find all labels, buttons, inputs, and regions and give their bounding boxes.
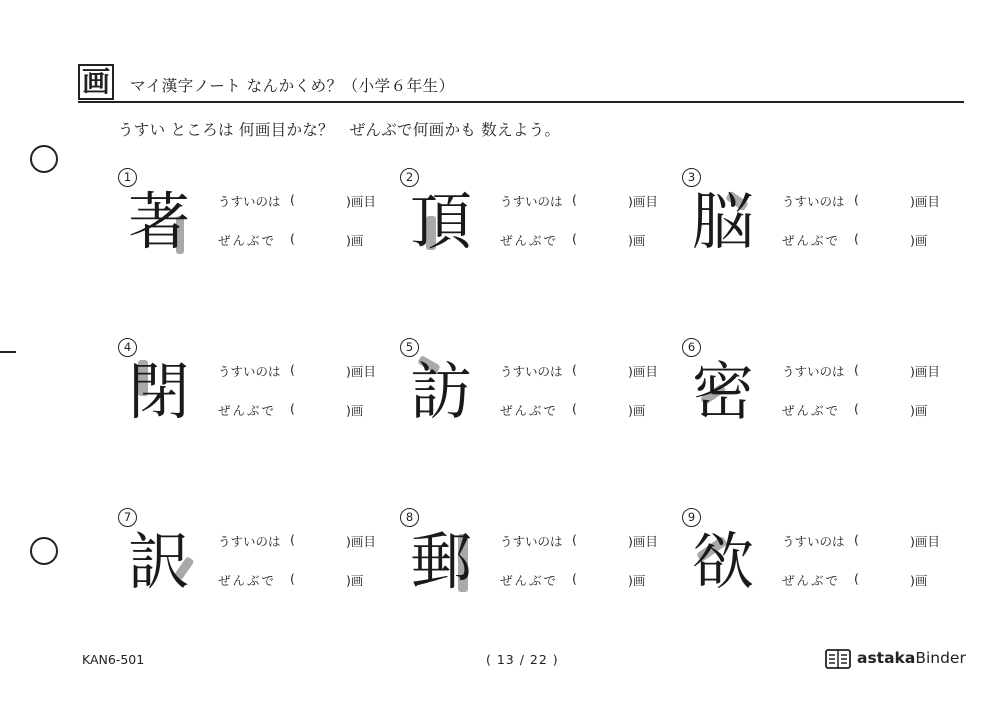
instruction-text: うすい ところは 何画目かな？ ぜんぶで何画かも 数えよう。 (118, 121, 561, 139)
problem-3 (682, 168, 952, 278)
total-stroke-label: ぜんぶで (500, 403, 559, 418)
problem-8 (400, 508, 670, 618)
total-suffix: )画 (346, 573, 364, 588)
worksheet-code: KAN6-501 (82, 652, 145, 667)
kanji-character: 訪 (410, 355, 473, 428)
problem-number: 7 (118, 508, 137, 527)
stroke-suffix: )画目 (910, 534, 940, 549)
faded-stroke-label: うすいのは (218, 364, 281, 379)
binder-hole-bottom (30, 537, 58, 565)
total-stroke-label: ぜんぶで (500, 573, 559, 588)
total-suffix: )画 (628, 233, 646, 248)
total-stroke-line: ぜんぶで ( )画 (782, 571, 928, 588)
total-stroke-line: ぜんぶで ( )画 (500, 571, 646, 588)
worksheet-header (78, 64, 964, 104)
kanji-character: 頂 (410, 185, 473, 258)
faded-stroke-label: うすいのは (500, 534, 563, 549)
faded-stroke-line: うすいのは ( )画目 (500, 362, 658, 379)
problem-6 (682, 338, 952, 448)
total-stroke-label: ぜんぶで (218, 403, 277, 418)
faded-stroke-line: うすいのは ( )画目 (782, 362, 940, 379)
total-suffix: )画 (910, 233, 928, 248)
faded-stroke-label: うすいのは (500, 194, 563, 209)
total-suffix: )画 (346, 233, 364, 248)
center-fold-mark (0, 351, 16, 353)
problem-number: 6 (682, 338, 701, 357)
kanji-character: 密 (692, 355, 755, 428)
faded-stroke-line: うすいのは ( )画目 (500, 532, 658, 549)
total-stroke-line: ぜんぶで ( )画 (500, 231, 646, 248)
faded-stroke-label: うすいのは (782, 364, 845, 379)
binder-hole-top (30, 145, 58, 173)
stroke-suffix: )画目 (628, 534, 658, 549)
total-suffix: )画 (628, 403, 646, 418)
kanji-character: 脳 (692, 185, 755, 258)
problem-number: 1 (118, 168, 137, 187)
faded-stroke-line: うすいのは ( )画目 (500, 192, 658, 209)
problem-1 (118, 168, 388, 278)
stroke-suffix: )画目 (910, 364, 940, 379)
brand-name-regular: Binder (915, 649, 966, 667)
total-stroke-line: ぜんぶで ( )画 (500, 401, 646, 418)
book-icon (825, 648, 851, 670)
stroke-icon: 画 (78, 64, 114, 100)
problem-2 (400, 168, 670, 278)
problem-number: 3 (682, 168, 701, 187)
problem-number: 5 (400, 338, 419, 357)
kanji-character: 閉 (128, 355, 191, 428)
total-suffix: )画 (910, 573, 928, 588)
total-stroke-line: ぜんぶで ( )画 (218, 231, 364, 248)
total-suffix: )画 (346, 403, 364, 418)
faded-stroke-label: うすいのは (782, 194, 845, 209)
problem-number: 4 (118, 338, 137, 357)
total-stroke-label: ぜんぶで (218, 573, 277, 588)
stroke-suffix: )画目 (628, 364, 658, 379)
kanji-character: 著 (128, 185, 191, 258)
stroke-suffix: )画目 (346, 194, 376, 209)
faded-stroke-label: うすいのは (218, 534, 281, 549)
problem-4 (118, 338, 388, 448)
faded-stroke-line: うすいのは ( )画目 (782, 532, 940, 549)
stroke-suffix: )画目 (346, 534, 376, 549)
worksheet-title: マイ漢字ノート なんかくめ？（小学６年生） (130, 77, 455, 95)
brand-name-bold: astaka (857, 649, 916, 667)
header-divider (78, 101, 964, 103)
kanji-character: 訳 (128, 525, 191, 598)
faded-stroke-label: うすいのは (218, 194, 281, 209)
kanji-character: 欲 (692, 525, 755, 598)
total-stroke-label: ぜんぶで (782, 233, 841, 248)
total-stroke-label: ぜんぶで (218, 233, 277, 248)
problem-number: 8 (400, 508, 419, 527)
faded-stroke-line: うすいのは ( )画目 (218, 532, 376, 549)
page-number: ( 13 / 22 ) (486, 652, 559, 667)
total-stroke-line: ぜんぶで ( )画 (218, 401, 364, 418)
problem-number: 2 (400, 168, 419, 187)
faded-stroke-line: うすいのは ( )画目 (218, 362, 376, 379)
total-stroke-line: ぜんぶで ( )画 (782, 401, 928, 418)
total-suffix: )画 (628, 573, 646, 588)
problem-5 (400, 338, 670, 448)
faded-stroke-line: うすいのは ( )画目 (782, 192, 940, 209)
stroke-suffix: )画目 (628, 194, 658, 209)
problem-number: 9 (682, 508, 701, 527)
total-stroke-line: ぜんぶで ( )画 (218, 571, 364, 588)
total-stroke-label: ぜんぶで (500, 233, 559, 248)
problem-9 (682, 508, 952, 618)
total-stroke-label: ぜんぶで (782, 573, 841, 588)
total-suffix: )画 (910, 403, 928, 418)
kanji-character: 郵 (410, 525, 473, 598)
problem-7 (118, 508, 388, 618)
faded-stroke-label: うすいのは (500, 364, 563, 379)
total-stroke-line: ぜんぶで ( )画 (782, 231, 928, 248)
stroke-suffix: )画目 (346, 364, 376, 379)
faded-stroke-line: うすいのは ( )画目 (218, 192, 376, 209)
total-stroke-label: ぜんぶで (782, 403, 841, 418)
stroke-suffix: )画目 (910, 194, 940, 209)
faded-stroke-label: うすいのは (782, 534, 845, 549)
